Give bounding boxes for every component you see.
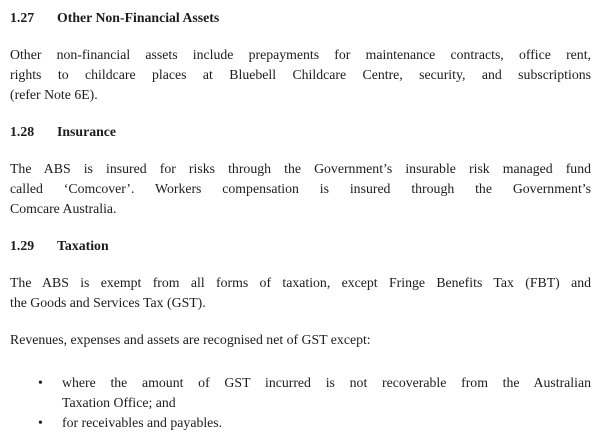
bullet-text [62,413,591,433]
section-number: 1.29 [10,238,35,253]
bullet-text [62,373,591,413]
bullet-item [10,373,591,413]
section-heading [10,122,591,142]
paragraph-line: (refer Note 6E). [10,87,98,102]
section-number: 1.28 [10,124,35,139]
section-number: 1.27 [10,10,35,25]
paragraph [10,273,591,313]
bullet-marker-icon: • [38,375,43,390]
paragraph-line: the Goods and Services Tax (GST). [10,295,206,310]
paragraph [10,330,591,350]
section-title: Other Non-Financial Assets [57,10,220,25]
paragraph-line: The ABS is insured for risks through the Government’s insurable risk managed fund [10,161,591,176]
bullet-list [10,373,591,433]
bullet-item [10,413,591,433]
paragraph-line: Comcare Australia. [10,201,117,216]
bullet-line: Taxation Office; and [62,395,176,410]
paragraph-line: Other non-financial assets include prepayments for maintenance contracts, office rent, [10,47,591,62]
paragraph [10,45,591,105]
paragraph [10,159,591,219]
section-1.28 [10,122,591,219]
paragraph-line: The ABS is exempt from all forms of taxation, except Fringe Benefits Tax (FBT) and [10,275,591,290]
bullet-marker-icon: • [38,415,43,430]
paragraph-line: rights to childcare places at Bluebell Childcare Centre, security, and subscriptions [10,67,591,82]
bullet-line: for receivables and payables. [62,415,223,430]
paragraph-line: called ‘Comcover’. Workers compensation is insured through the Government’s [10,181,591,196]
section-heading [10,8,591,28]
section-1.29 [10,236,591,433]
section-heading [10,236,591,256]
section-title: Taxation [57,238,109,253]
bullet-line: where the amount of GST incurred is not recoverable from the Australian [62,375,591,390]
section-1.27 [10,8,591,105]
paragraph-line: Revenues, expenses and assets are recognised net of GST except: [10,332,371,347]
section-title: Insurance [57,124,117,139]
